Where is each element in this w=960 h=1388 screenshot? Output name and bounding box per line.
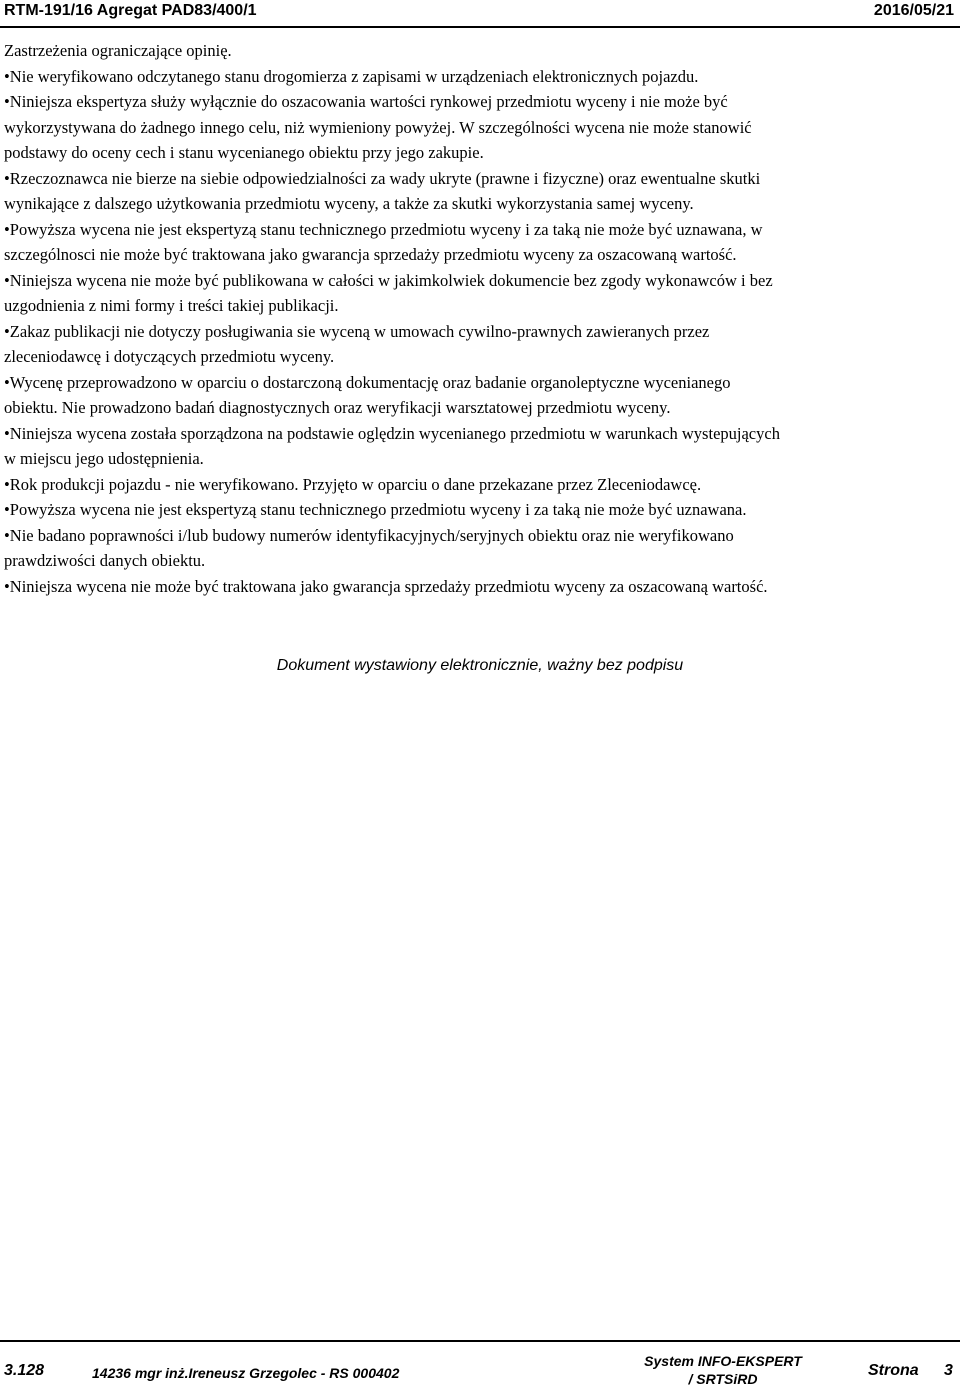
reservation-line: •Nie badano poprawności i/lub budowy numerów identyfikacyjnych/seryjnych obiektu oraz nie weryfikowano — [4, 525, 734, 545]
reservation-line: •Niniejsza wycena nie może być traktowana jako gwarancja sprzedaży przedmiotu wyceny za oszacowaną wartość. — [4, 576, 768, 596]
reservation-line: szczególnosci nie może być traktowana jako gwarancja sprzedaży przedmiotu wyceny za oszacowaną wartość. — [4, 245, 737, 264]
reservation-item — [4, 472, 956, 498]
reservations-list — [4, 64, 956, 600]
reservation-item — [4, 523, 956, 574]
document-title: RTM-191/16 Agregat PAD83/400/1 — [4, 2, 257, 19]
reservation-line: •Niniejsza wycena nie może być publikowana w całości w jakimkolwiek dokumencie bez zgody wykonawców i bez — [4, 270, 773, 290]
reservation-line: •Niniejsza wycena została sporządzona na podstawie oględzin wycenianego przedmiotu w warunkach wystepujących — [4, 423, 780, 443]
reservations-section — [4, 38, 956, 599]
reservation-item — [4, 421, 956, 472]
footer-divider — [0, 1340, 960, 1342]
reservation-item — [4, 166, 956, 217]
reservation-item — [4, 89, 956, 166]
reservation-line: wynikające z dalszego użytkowania przedmiotu wyceny, a także za skutki wykorzystania samej wyceny. — [4, 194, 694, 213]
reservation-line: •Niniejsza ekspertyza służy wyłącznie do oszacowania wartości rynkowej przedmiotu wyceny i nie może być — [4, 92, 728, 111]
header-divider — [0, 26, 960, 28]
page-header — [0, 0, 960, 26]
reservation-item — [4, 574, 956, 600]
reservation-line: •Powyższa wycena nie jest ekspertyzą stanu technicznego przedmiotu wyceny i za taką nie może być uznawana. — [4, 500, 747, 519]
reservation-line: •Rok produkcji pojazdu - nie weryfikowano. Przyjęto w oparciu o dane przekazane przez Zleceniodawcę. — [4, 474, 702, 494]
reservation-line: •Wycenę przeprowadzono w oparciu o dostarczoną dokumentację oraz badanie organoleptyczne wycenianego — [4, 372, 731, 392]
document-date: 2016/05/21 — [873, 2, 954, 19]
reservation-item — [4, 370, 956, 421]
system-name-line-1: System INFO-EKSPERT — [644, 1353, 802, 1369]
reservation-item — [4, 64, 956, 90]
reservation-line: •Zakaz publikacji nie dotyczy posługiwania sie wyceną w umowach cywilno-prawnych zawieranych przez — [4, 321, 710, 341]
reservations-heading: Zastrzeżenia ograniczające opinię. — [4, 41, 232, 60]
reservation-item — [4, 497, 956, 523]
reservation-item — [4, 319, 956, 370]
reservation-line: podstawy do oceny cech i stanu wycenianego obiektu przy jego zakupie. — [4, 143, 484, 162]
electronic-signature-note: Dokument wystawiony elektronicznie, ważny bez podpisu — [276, 657, 684, 674]
reservation-line: w miejscu jego udostępnienia. — [4, 449, 204, 468]
reservation-line: prawdziwości danych obiektu. — [4, 551, 206, 570]
section-number: 3.128 — [4, 1362, 45, 1379]
page-label: Strona — [868, 1362, 919, 1379]
page-footer — [0, 1340, 960, 1386]
reservation-item — [4, 268, 956, 319]
reservation-line: •Powyższa wycena nie jest ekspertyzą stanu technicznego przedmiotu wyceny i za taką nie może być uznawana, w — [4, 219, 763, 239]
page-number: 3 — [944, 1362, 953, 1379]
author-credential: 14236 mgr inż.Ireneusz Grzegolec - RS 000402 — [92, 1365, 400, 1381]
reservation-item — [4, 217, 956, 268]
system-name-line-2: / SRTSiRD — [688, 1371, 758, 1387]
reservation-line: obiektu. Nie prowadzono badań diagnostycznych oraz weryfikacji warsztatowej przedmiotu wyceny. — [4, 398, 671, 417]
system-name — [620, 1352, 826, 1388]
reservation-line: •Rzeczoznawca nie bierze na siebie odpowiedzialności za wady ukryte (prawne i fizyczne) oraz ewentualne skutki — [4, 168, 761, 188]
reservation-line: •Nie weryfikowano odczytanego stanu drogomierza z zapisami w urządzeniach elektronicznych pojazdu. — [4, 66, 699, 86]
reservation-line: zleceniodawcę i dotyczących przedmiotu wyceny. — [4, 347, 335, 366]
reservation-line: uzgodnienia z nimi formy i treści takiej publikacji. — [4, 296, 339, 315]
reservation-line: wykorzystywana do żadnego innego celu, niż wymieniony powyżej. W szczególności wycena nie może stanowić — [4, 117, 752, 137]
